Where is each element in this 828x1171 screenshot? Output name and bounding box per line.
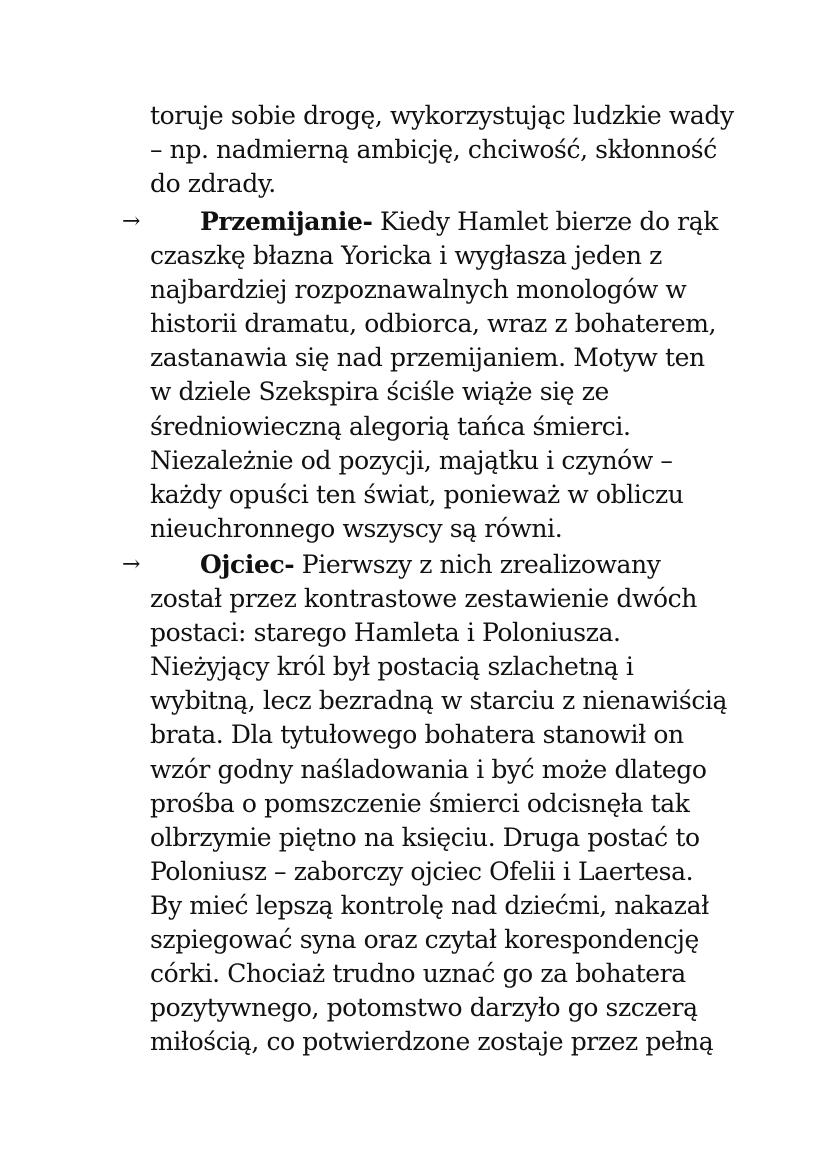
section-term: Ojciec- — [200, 550, 295, 579]
intro-line: toruje sobie drogę, wykorzystując ludzkie wady — [150, 101, 734, 130]
intro-line: do zdrady. — [150, 169, 276, 199]
section-first-line — [150, 548, 750, 582]
intro-paragraph — [150, 99, 750, 201]
section-line: Poloniusz – zaborczy ojciec Ofelii i Laertesa. — [150, 856, 694, 886]
section-line: Niezależnie od pozycji, majątku i czynów – — [150, 445, 673, 475]
section-line: najbardziej rozpoznawalnych monologów w — [150, 275, 687, 305]
section-first-line — [150, 205, 750, 239]
section-line: olbrzymie piętno na księciu. Druga postać to — [150, 822, 700, 852]
section-line: By mieć lepszą kontrolę nad dziećmi, nakazał — [150, 890, 709, 920]
section-term: Przemijanie- — [200, 207, 373, 236]
section-line: szpiegować syna oraz czytał korespondencję — [150, 925, 699, 955]
section-line: każdy opuści ten świat, ponieważ w obliczu — [150, 479, 684, 509]
section-line: brata. Dla tytułowego bohatera stanowił on — [150, 720, 684, 750]
section-line: czaszkę błazna Yoricka i wygłasza jeden z — [150, 241, 662, 271]
section-line: miłością, co potwierdzone zostaje przez pełną — [150, 1027, 714, 1057]
section-first-line-text: Kiedy Hamlet bierze do rąk — [372, 207, 718, 236]
section-first-line-text: Pierwszy z nich zrealizowany — [294, 550, 661, 579]
section-przemijanie — [150, 205, 750, 546]
section-line: został przez kontrastowe zestawienie dwóch — [150, 584, 697, 614]
section-line: prośba o pomszczenie śmierci odcisnęła tak — [150, 788, 690, 818]
section-line: wzór godny naśladowania i być może dlatego — [150, 754, 707, 784]
section-line: pozytywnego, potomstwo darzyło go szczerą — [150, 993, 698, 1023]
section-line: postaci: starego Hamleta i Poloniusza. — [150, 618, 621, 648]
section-line: wybitną, lecz bezradną w starciu z nienawiścią — [150, 686, 728, 716]
arrow-bullet-icon: → — [122, 552, 141, 577]
section-line: zastanawia się nad przemijaniem. Motyw ten — [150, 343, 705, 373]
arrow-bullet-icon: → — [122, 209, 141, 234]
section-line: w dziele Szekspira ściśle wiąże się ze — [150, 377, 609, 407]
section-line: nieuchronnego wszyscy są równi. — [150, 513, 563, 543]
intro-line: – np. nadmierną ambicję, chciwość, skłonność — [150, 135, 717, 165]
section-ojciec — [150, 548, 750, 1059]
section-line: córki. Chociaż trudno uznać go za bohatera — [150, 959, 686, 989]
section-line: Nieżyjący król był postacią szlachetną i — [150, 652, 634, 682]
section-line: historii dramatu, odbiorca, wraz z bohaterem, — [150, 309, 717, 339]
section-line: średniowieczną alegorią tańca śmierci. — [150, 411, 631, 441]
